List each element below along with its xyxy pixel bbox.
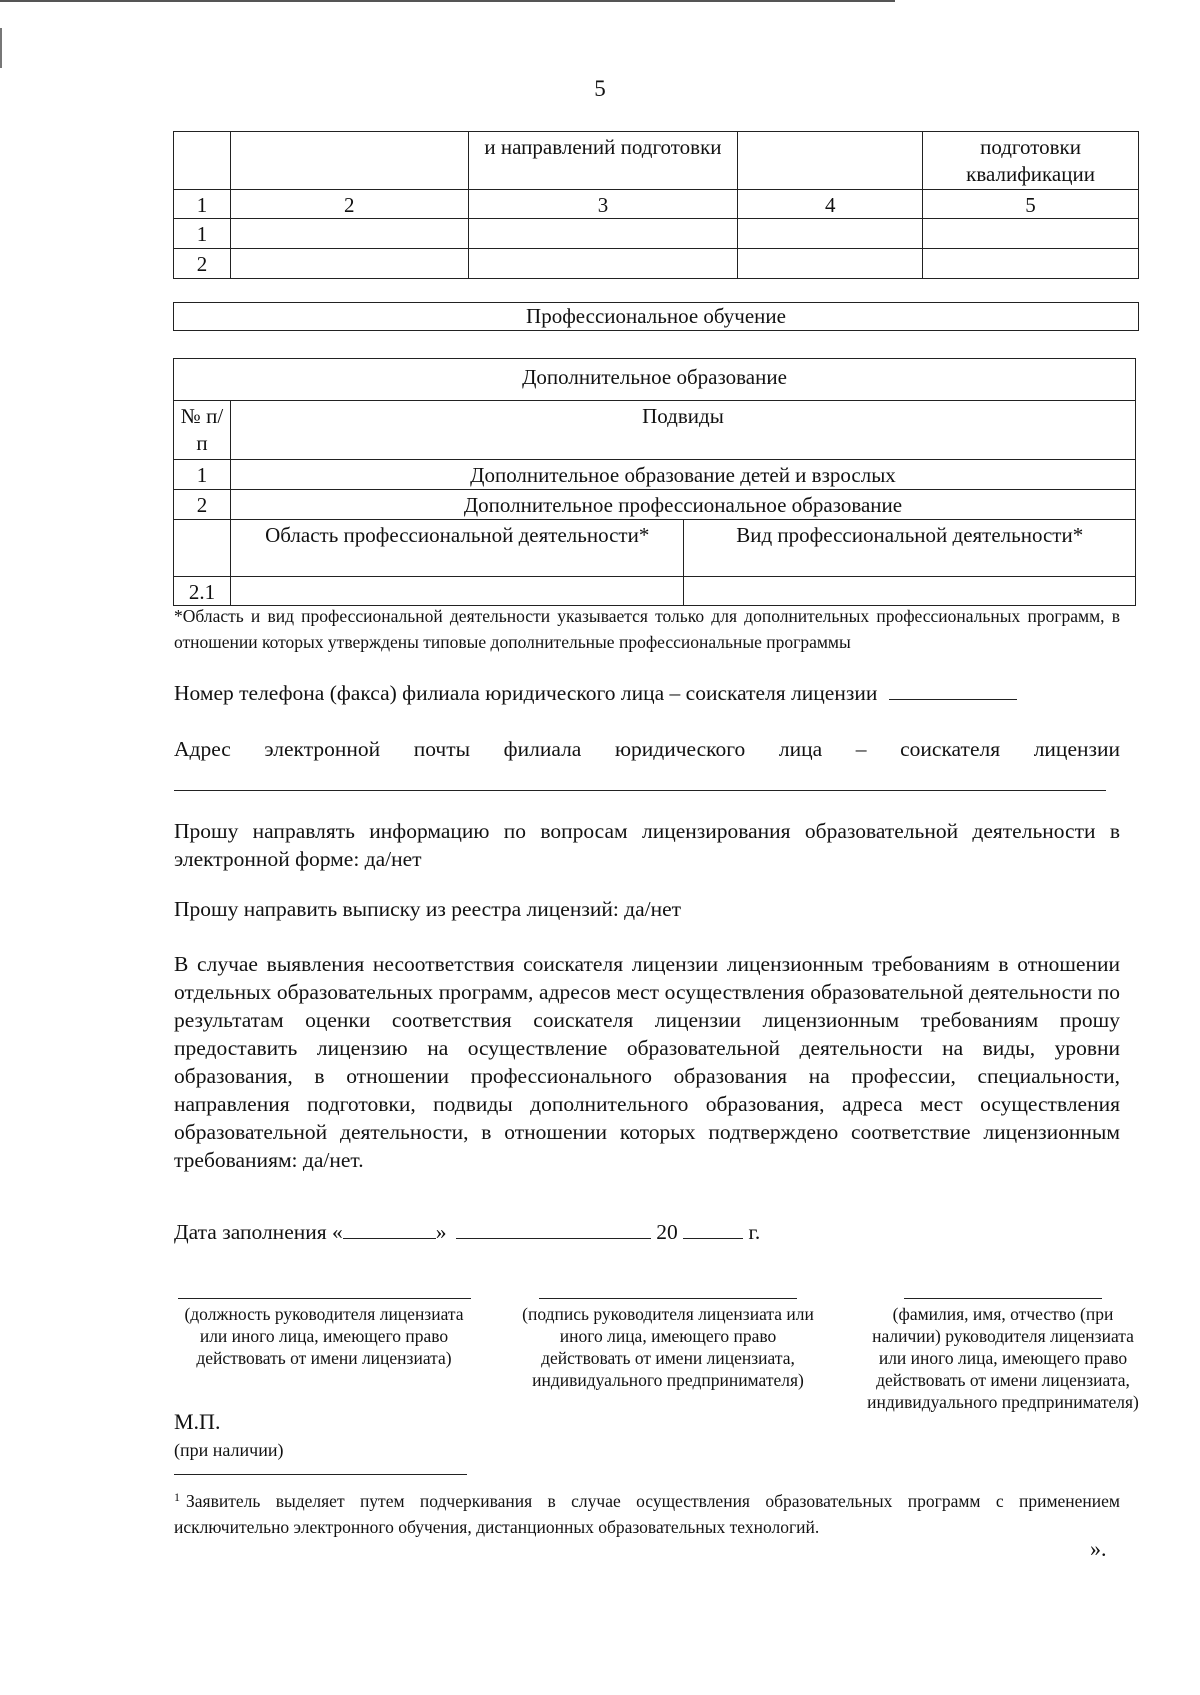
table-cell[interactable] (738, 219, 923, 249)
full-name-field[interactable] (904, 1298, 1102, 1299)
date-close-quote: » (435, 1220, 447, 1244)
col-subtypes-header: Подвиды (230, 401, 1135, 460)
table-row (174, 249, 1139, 279)
phone-field[interactable] (889, 680, 1017, 700)
table-row (174, 490, 1136, 520)
page-number: 5 (594, 76, 606, 101)
footnote-marker: 1 (174, 1490, 180, 1504)
signature-sign (518, 1298, 818, 1391)
programs-table (173, 131, 1139, 279)
professional-training-box: Профессиональное обучение (173, 302, 1139, 331)
header-cell (738, 132, 923, 190)
col-number-header: № п/п (174, 401, 231, 460)
phone-line (174, 679, 1120, 707)
row-number: 2.1 (174, 577, 231, 606)
activity-kind-cell[interactable] (684, 577, 1136, 606)
stamp-note: (при наличии) (174, 1440, 284, 1460)
phone-label: Номер телефона (факса) филиала юридического лица – соискателя лицензии (174, 681, 878, 705)
activity-area-header: Область профессиональной деятельности* (230, 520, 684, 577)
signature-position (174, 1298, 474, 1369)
date-year-field[interactable] (683, 1219, 743, 1239)
date-year-prefix: 20 (656, 1220, 678, 1244)
date-label: Дата заполнения « (174, 1220, 343, 1244)
fill-date (174, 1218, 1120, 1246)
table-cell[interactable] (923, 249, 1139, 279)
nonconformity-paragraph: В случае выявления несоответствия соискателя лицензии лицензионным требованиям в отношении отдельных образовательных программ, адресов мест осуществления образовательной деятельности по результатам оценки соответствия соискателя лицензии лицензионным требованиям прошу предоставить лицензию на осуществление образовательной деятельности на виды, уровни образования, в отношении профессионального образования на профессии, специальности, направления подготовки, подвиды дополнительного образования, адреса мест осуществления образовательной деятельности, в отношении которых подтверждено соответствие лицензионным требованиям: да/нет. (174, 952, 1120, 1172)
header-cell: подготовки квалификации (923, 132, 1139, 190)
footnote (174, 1484, 1120, 1540)
date-suffix: г. (748, 1220, 761, 1244)
header-cell: и направлений подготовки (468, 132, 738, 190)
date-day-field[interactable] (343, 1219, 436, 1239)
scan-artifact-line (0, 0, 895, 2)
closing-quote-mark: ». (1090, 1536, 1107, 1561)
header-cell (174, 132, 231, 190)
table-row (174, 577, 1136, 606)
table-cell[interactable] (468, 249, 738, 279)
table-cell[interactable] (468, 219, 738, 249)
empty-cell (174, 520, 231, 577)
activity-area-cell[interactable] (230, 577, 684, 606)
row-number: 2 (174, 249, 231, 279)
scan-artifact-edge (0, 28, 2, 68)
date-month-field[interactable] (456, 1219, 651, 1239)
additional-education-title: Дополнительное образование (174, 359, 1136, 401)
signature-caption: (фамилия, имя, отчество (при наличии) руководителя лицензиата или иного лица, имеющего право действовать от имени лицензиата, индивидуального предпринимателя) (867, 1304, 1139, 1412)
signature-caption: (подпись руководителя лицензиата или иного лица, имеющего право действовать от имени лицензиата, индивидуального предпринимателя) (522, 1304, 814, 1390)
row-number: 1 (174, 460, 231, 490)
activity-header-row (174, 520, 1136, 577)
footnote-text: Заявитель выделяет путем подчеркивания в случае осуществления образовательных программ с применением исключительно электронного обучения, дистанционных образовательных технологий. (174, 1491, 1120, 1537)
subtype-label: Дополнительное профессиональное образование (230, 490, 1135, 520)
table-cell[interactable] (738, 249, 923, 279)
row-number: 2 (174, 490, 231, 520)
column-number: 5 (923, 190, 1139, 219)
table-row (174, 460, 1136, 490)
row-number: 1 (174, 219, 231, 249)
column-number-row (174, 190, 1139, 219)
column-number: 1 (174, 190, 231, 219)
electronic-info-request: Прошу направлять информацию по вопросам лицензирования образовательной деятельности в электронной форме: да/нет (174, 819, 1120, 871)
email-label: Адрес электронной почты филиала юридического лица – соискателя лицензии (174, 737, 1120, 761)
additional-education-header-row (174, 401, 1136, 460)
footnote-separator (174, 1474, 467, 1475)
table-cell[interactable] (230, 249, 468, 279)
table-cell[interactable] (230, 219, 468, 249)
table-row (174, 219, 1139, 249)
signature-name (858, 1298, 1148, 1413)
additional-education-title-row (174, 359, 1136, 401)
column-number: 4 (738, 190, 923, 219)
registry-extract-request: Прошу направить выписку из реестра лицензий: да/нет (174, 897, 682, 921)
asterisk-note: *Область и вид профессиональной деятельности указывается только для дополнительных профессиональных программ, в отношении которых утверждены типовые дополнительные профессиональные программы (174, 606, 1120, 652)
column-number: 3 (468, 190, 738, 219)
table-header-row (174, 132, 1139, 190)
stamp-label: М.П. (174, 1409, 221, 1434)
signature-caption: (должность руководителя лицензиата или иного лица, имеющего право действовать от имени лицензиата) (184, 1304, 464, 1368)
additional-education-table (173, 358, 1136, 606)
signature-field[interactable] (539, 1298, 797, 1299)
position-field[interactable] (178, 1298, 471, 1299)
activity-kind-header: Вид профессиональной деятельности* (684, 520, 1136, 577)
column-number: 2 (230, 190, 468, 219)
email-field[interactable] (174, 790, 1106, 791)
subtype-label: Дополнительное образование детей и взрослых (230, 460, 1135, 490)
table-cell[interactable] (923, 219, 1139, 249)
header-cell (230, 132, 468, 190)
